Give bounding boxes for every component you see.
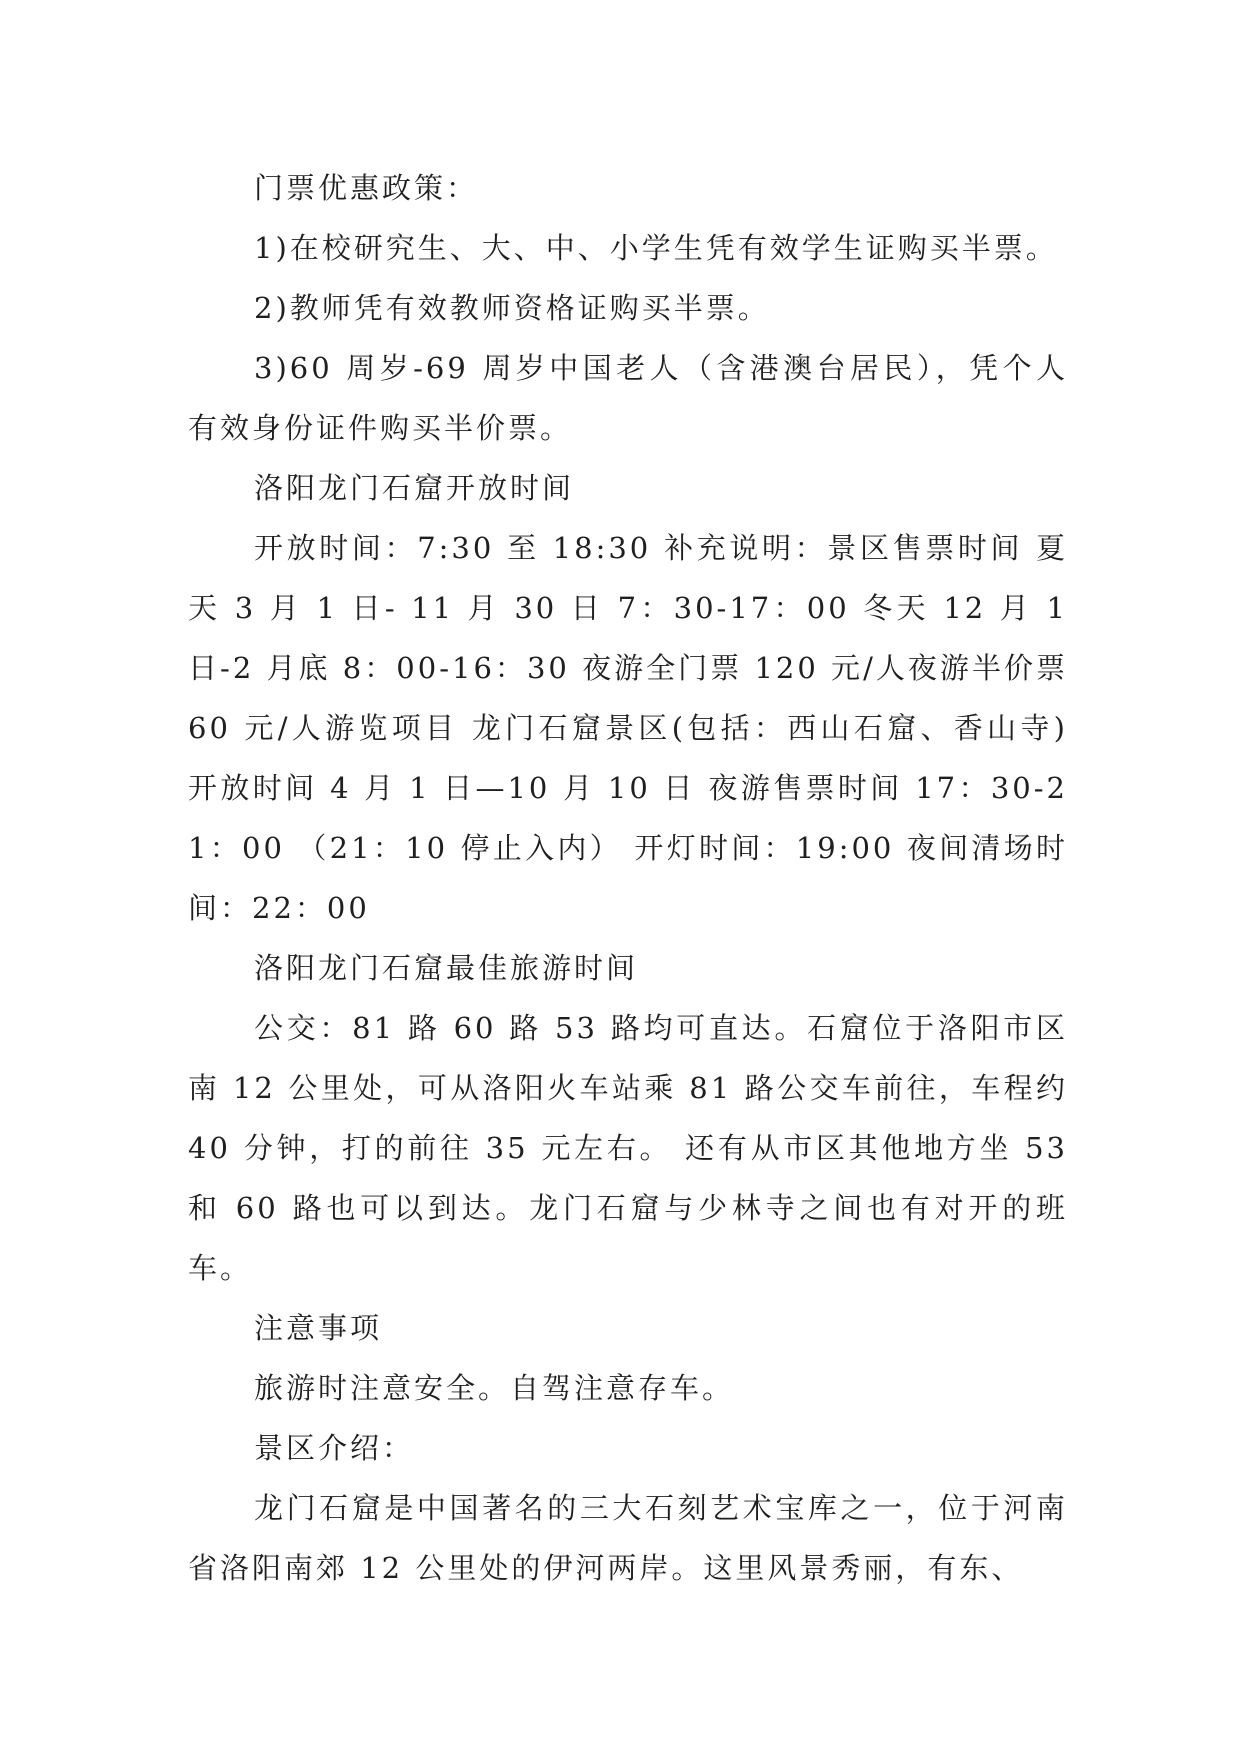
paragraph-notes: 旅游时注意安全。自驾注意存车。 bbox=[254, 1371, 735, 1405]
document-page bbox=[188, 158, 1068, 1598]
paragraph-ticket-discount-heading: 门票优惠政策： bbox=[254, 171, 479, 205]
paragraph-notes-heading: 注意事项 bbox=[254, 1311, 383, 1345]
paragraph-transport: 公交：81 路 60 路 53 路均可直达。石窟位于洛阳市区南 12 公里处，可从洛阳火车站乘 81 路公交车前往，车程约 40 分钟，打的前往 35 元左右。 还有从市区其他地方坐 53 和 60 路也可以到达。龙门石窟与少林寺之间也有对开的班车。 bbox=[188, 1011, 1068, 1285]
paragraph-intro: 龙门石窟是中国著名的三大石刻艺术宝库之一，位于河南省洛阳南郊 12 公里处的伊河两岸。这里风景秀丽，有东、 bbox=[188, 1491, 1068, 1585]
paragraph-student-discount: 1)在校研究生、大、中、小学生凭有效学生证购买半票。 bbox=[254, 231, 1058, 265]
paragraph-intro-heading: 景区介绍： bbox=[254, 1431, 415, 1465]
paragraph-opening-hours-heading: 洛阳龙门石窟开放时间 bbox=[254, 471, 575, 505]
paragraph-best-time-heading: 洛阳龙门石窟最佳旅游时间 bbox=[254, 951, 639, 985]
paragraph-opening-hours: 开放时间：7:30 至 18:30 补充说明：景区售票时间 夏天 3 月 1 日- 11 月 30 日 7：30-17：00 冬天 12 月 1 日-2 月底 8：00-16：30 夜游全门票 120 元/人夜游半价票 60 元/人游览项目 龙门石窟景区(包括：西山石窟、香山寺) 开放时间 4 月 1 日—10 月 10 日 夜游售票时间 17：30-21：00 （21：10 停止入内） 开灯时间：19:00 夜间清场时间：22：00 bbox=[188, 531, 1068, 925]
paragraph-senior-discount: 3)60 周岁-69 周岁中国老人（含港澳台居民），凭个人有效身份证件购买半价票。 bbox=[188, 351, 1068, 445]
paragraph-teacher-discount: 2)教师凭有效教师资格证购买半票。 bbox=[254, 291, 770, 325]
